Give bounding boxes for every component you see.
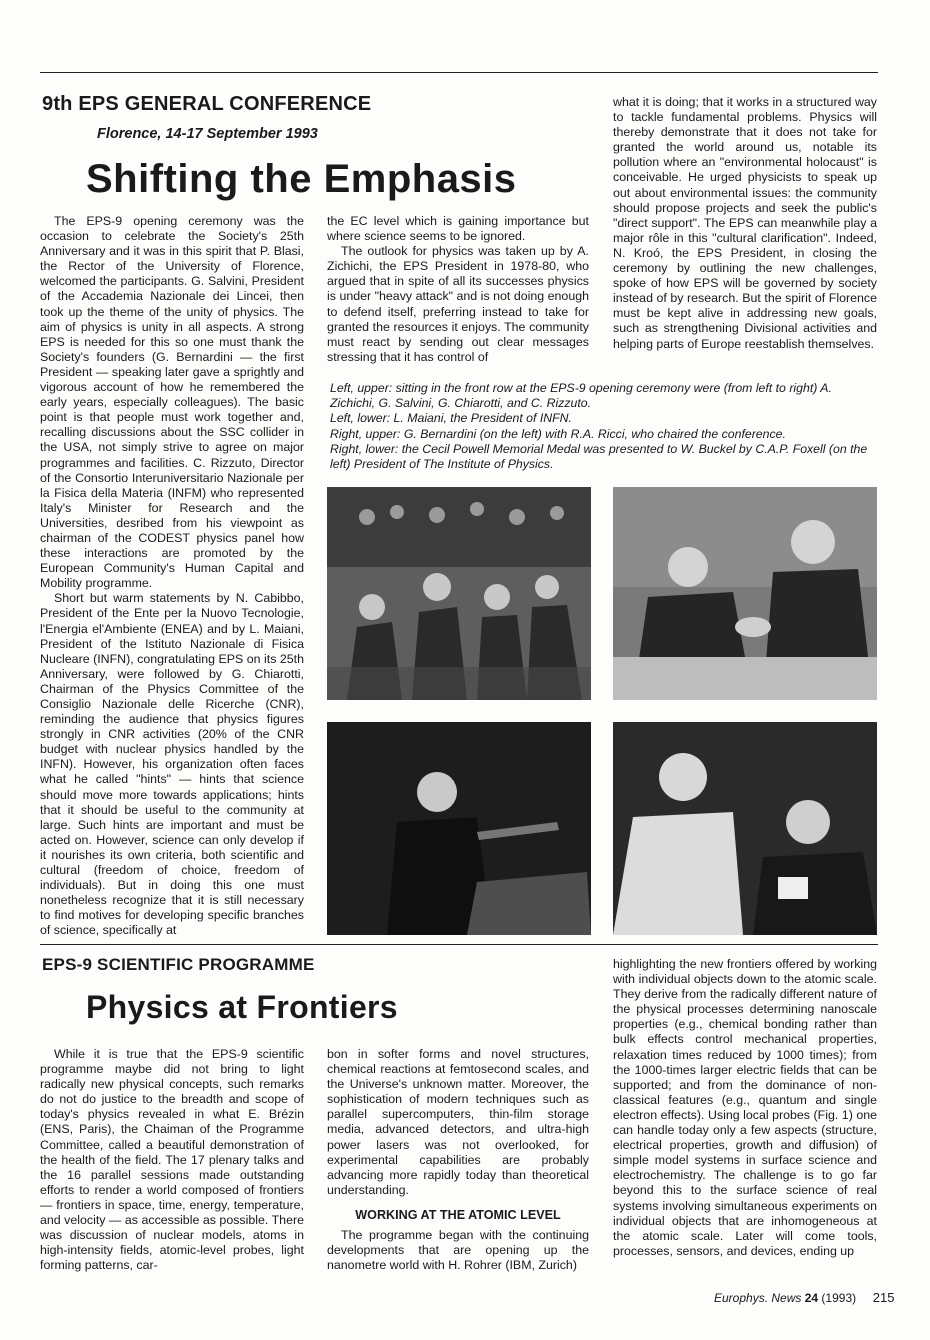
paragraph: The outlook for physics was taken up by A. Zichichi, the EPS President in 1978-80, who argued that in spite of all its successes physics is under "heavy attack" and is not doing enough to defend itself, preferring instead to take for granted the resources it enjoys. The community must react by sending out clear messages stressing that it has control of: [327, 244, 589, 364]
caption-left-upper: Left, upper: sitting in the front row at the EPS-9 opening ceremony were (from left to right) A. Zichichi, G. Salvini, G. Chiarotti, and C. Rizzuto.: [330, 381, 832, 411]
caption-right-lower: Right, lower: the Cecil Powell Memorial Medal was presented to W. Buckel by C.A.P. Foxell (on the left) President of The Institute of Physics.: [330, 441, 868, 472]
paragraph: While it is true that the EPS-9 scientific programme maybe did not bring to light radically new physical concepts, such remarks do not do justice to the breadth and scope of today's physics revealed in what E. Brézin (ENS, Paris), the Chaiman of the Programme Committee, called a beautiful demonstration of the health of the field. The 17 plenary talks and the 16 parallel sessions made outstanding efforts to render a world composed of frontiers — frontiers in space, time, energy, temperature, and velocity — as accessible as possible. There was discussion of nuclear models, atoms in high-intensity fields, atomic-level probes, light forming patterns, car-: [40, 1047, 304, 1273]
conference-kicker: 9th EPS GENERAL CONFERENCE: [42, 93, 372, 115]
footer-citation: [714, 1290, 895, 1305]
article2-column-2: [327, 1047, 589, 1198]
photo-powell-medal: [613, 722, 877, 935]
page-number: 215: [872, 1290, 895, 1305]
caption-right-upper: Right, upper: G. Bernardini (on the left) with R.A. Ricci, who chaired the conference.: [330, 426, 786, 441]
paragraph: what it is doing; that it works in a structured way to tackle fundamental problems. Physics will thereby demonstrate that it does not take for granted the world around us, notable its pollution where an "environmental holocaust" is conceivable. He urged physicists to speak up out about environmental issues: the community should propose projects and seek the public's "direct support". The EPS can meanwhile play a major rôle in this "cultural clarification". Indeed, N. Kroó, the EPS President, in closing the ceremony by outlining the new challenges, spoke of how EPS will be governed by society instead of by research. But the spirit of Florence must be kept alive in addressing new goals, such as strengthening Divisional activities and helping parts of Europe reestablish themselves.: [613, 95, 877, 351]
journal-name: Europhys. News: [714, 1291, 802, 1305]
article2-title: Physics at Frontiers: [86, 989, 398, 1025]
article2-column-1: [40, 1047, 304, 1273]
photo-bernardini-ricci: [613, 487, 877, 700]
paragraph: The EPS-9 opening ceremony was the occasion to celebrate the Society's 25th Anniversary and it was in this spirit that P. Blasi, the Rector of the University of Florence, welcomed the participants. G. Salvini, President of the Accademia Nazionale dei Lincei, then took up the theme of the unity of physics. The aim of physics is unity in all aspects. A strong EPS is needed for this so one must thank the Society's founders (G. Bernardini — the first President — speaking later gave a sprightly and vigorous account of how he remembered the early years, especially colleagues). The basic point is that people must work together and, recalling discussions about the SSC collider in the USA, not simply strive to agree on major programmes and facilities. C. Rizzuto, Director of the Consortio Interuniversitario Nazionale per la Fisica della Materia (INFM) who represented Italy's Minister for Research and the Universities, desribed from his viewpoint as chairman of the CODEST physics panel how these interactions are promoted by the European Community's Human Capital and Mobility programme.: [40, 214, 304, 591]
photo-maiani-podium: [327, 722, 591, 935]
caption-left-lower: Left, lower: L. Maiani, the President of INFN.: [330, 411, 572, 426]
section-rule: [40, 944, 878, 945]
article-title: Shifting the Emphasis: [86, 157, 517, 201]
section-heading: WORKING AT THE ATOMIC LEVEL: [355, 1208, 561, 1222]
article2-column-2b: [327, 1228, 589, 1273]
article1-column-3: [613, 95, 877, 352]
paragraph: highlighting the new frontiers offered by working with individual objects down to the atomic scale. They derive from the radically different nature of the physical processes determining nanoscale properties (e.g., chemical bonding rather than bulk effects control mechanical properties, relaxation times reduced by 1000 times); from the 1000-times larger electric fields that can be supported; and from the dominance of non-classical features (e.g., quantum and single electron effects). Using local probes (Fig. 1) one can handle today only a few aspects (structure, electrical properties, growth and diffusion) of simple model systems in surface science and electrochemistry. The challenge is to go far beyond this to the surface science of real systems involving simultaneous experiments on individual objects that are inhomogeneous at the atomic scale. Later will come tools, processes, sensors, and devices, ending up: [613, 957, 877, 1258]
photo-front-row-audience: [327, 487, 591, 700]
top-rule: [40, 72, 878, 73]
conference-subtitle: Florence, 14-17 September 1993: [97, 126, 318, 142]
paragraph: Short but warm statements by N. Cabibbo, President of the Ente per la Nuovo Tecnologie, l'Energia el'Ambiente (ENEA) and by L. Maiani, President of the Istituto Nazionale di Fisica Nucleare (INFN), congratulating EPS on its 25th Anniversary, were followed by G. Chiarotti, Chairman of the Physics Committee of the Consiglio Nazionale delle Ricerche (CNR), reminding the audience that physics figures strongly in CNR activities (20% of the CNR budget with nuclear physics handled by the INFN). However, his organization often faces what he called "hints" — hints that science should move more towards applications; hints that it should be useful to the community at large. Such hints are important and must be acted on. However, science can only develop if it nourishes its own criteria, both scientific and cultural (freedom of choice, freedom of individuals). But in doing this one must nonetheless recognize that it is still necessary to find motives for developing specific branches of science, specifically at: [40, 591, 304, 938]
photo-captions: [330, 381, 878, 472]
journal-year: (1993): [821, 1291, 857, 1305]
article2-column-3: [613, 957, 877, 1259]
article1-column-2: [327, 214, 589, 365]
journal-volume: 24: [804, 1291, 819, 1305]
programme-kicker: EPS-9 SCIENTIFIC PROGRAMME: [42, 955, 315, 974]
article1-column-1: [40, 214, 304, 939]
paragraph: bon in softer forms and novel structures, chemical reactions at femtosecond scales, and the Universe's unknown matter. Moreover, the sophistication of modern techniques such as parallel supercomputers, thin-film storage media, advanced detectors, and ultra-high power lasers was not overlooked, for experimental capabilities are probably advancing more rapidly today than theoretical understanding.: [327, 1047, 589, 1197]
paragraph: The programme began with the continuing developments that are opening up the nanometre world with H. Rohrer (IBM, Zurich): [327, 1228, 589, 1273]
paragraph: the EC level which is gaining importance but where science seems to be ignored.: [327, 214, 589, 244]
